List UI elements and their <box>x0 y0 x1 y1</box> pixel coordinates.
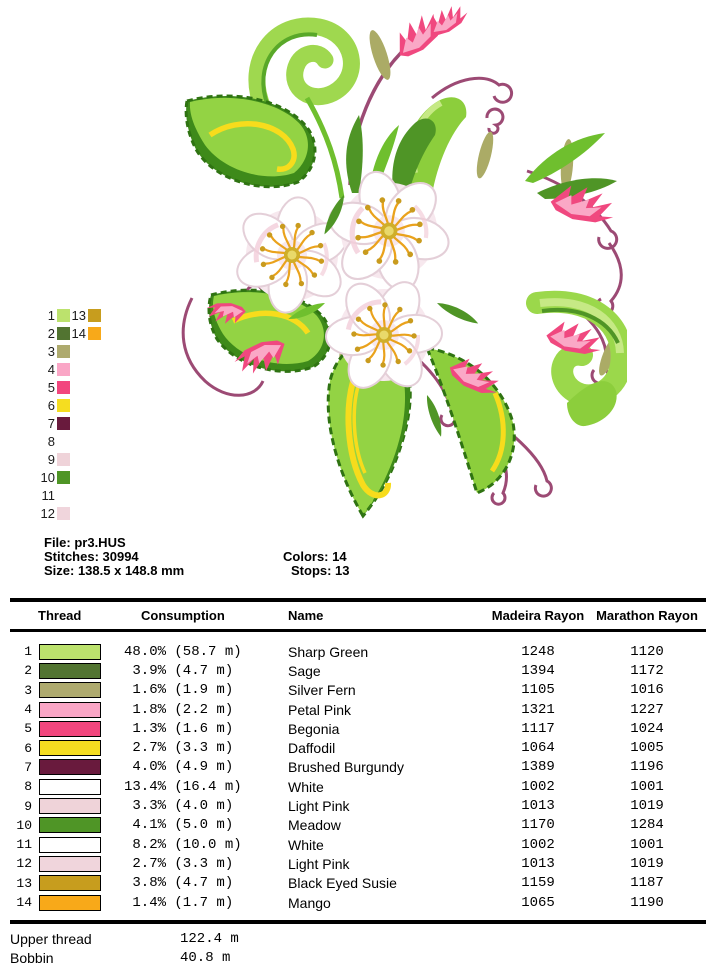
thread-table-row <box>10 777 706 796</box>
madeira-code: 1170 <box>521 817 555 834</box>
thread-swatch-cell <box>32 837 107 853</box>
stitch-count-line: Stitches: 30994 <box>44 549 139 564</box>
thread-color-swatch <box>39 779 101 795</box>
thread-color-swatch <box>39 663 101 679</box>
legend-item <box>35 450 70 468</box>
legend-color-swatch <box>57 489 70 502</box>
thread-consumption: 8.2% (10.0 m) <box>124 836 242 853</box>
thread-swatch-cell <box>32 895 107 911</box>
thread-table-row <box>10 661 706 680</box>
header-madeira-rayon: Madeira Rayon <box>491 608 585 623</box>
thread-color-name: Begonia <box>288 720 340 737</box>
thread-color-name: White <box>288 836 324 853</box>
thread-color-swatch <box>39 740 101 756</box>
legend-thread-number: 3 <box>47 343 55 359</box>
thread-consumption: 4.1% (5.0 m) <box>124 817 234 834</box>
thread-number: 5 <box>24 721 32 737</box>
thread-color-name: Sage <box>288 662 321 679</box>
madeira-code: 1105 <box>521 682 555 699</box>
thread-rows <box>10 642 706 912</box>
marathon-code: 1284 <box>630 817 664 834</box>
thread-consumption: 48.0% (58.7 m) <box>124 643 242 660</box>
thread-number: 11 <box>16 837 32 853</box>
thread-color-swatch <box>39 702 101 718</box>
marathon-code: 1196 <box>630 759 664 776</box>
marathon-code: 1120 <box>630 643 664 660</box>
thread-number: 3 <box>24 682 32 698</box>
upper-thread-line <box>10 929 239 948</box>
madeira-code: 1389 <box>521 759 555 776</box>
thread-color-name: Light Pink <box>288 855 350 872</box>
madeira-code: 1002 <box>521 836 555 853</box>
thread-table-row <box>10 796 706 815</box>
thread-color-name: Silver Fern <box>288 682 356 699</box>
thread-color-name: Sharp Green <box>288 643 369 660</box>
legend-thread-number: 12 <box>40 505 55 521</box>
thread-number: 12 <box>16 856 32 872</box>
legend-item <box>35 396 70 414</box>
thread-number: 9 <box>24 798 32 814</box>
legend-thread-number: 5 <box>47 379 55 395</box>
bobbin-line <box>10 948 239 967</box>
thread-color-swatch <box>39 759 101 775</box>
thread-consumption: 1.4% (1.7 m) <box>124 894 234 911</box>
madeira-code: 1248 <box>521 643 555 660</box>
legend-color-swatch <box>57 399 70 412</box>
palette-legend-col2 <box>66 306 101 342</box>
thread-color-swatch <box>39 817 101 833</box>
thread-color-swatch <box>39 895 101 911</box>
thread-table-row <box>10 719 706 738</box>
marathon-code: 1187 <box>630 875 664 892</box>
thread-swatch-cell <box>32 779 107 795</box>
marathon-code: 1024 <box>630 720 664 737</box>
thread-number: 1 <box>24 644 32 660</box>
legend-color-swatch <box>57 507 70 520</box>
thread-consumption: 1.3% (1.6 m) <box>124 720 234 737</box>
thread-table-row <box>10 681 706 700</box>
marathon-code: 1001 <box>630 836 664 853</box>
legend-thread-number: 4 <box>47 361 55 377</box>
madeira-code: 1394 <box>521 662 555 679</box>
legend-thread-number: 10 <box>40 469 55 485</box>
thread-table-row <box>10 835 706 854</box>
thread-consumption: 1.6% (1.9 m) <box>124 682 234 699</box>
thread-table-row <box>10 758 706 777</box>
table-bottom-rule <box>10 920 706 924</box>
thread-number: 10 <box>16 817 32 833</box>
thread-color-name: Mango <box>288 894 331 911</box>
stops-count: Stops: 13 <box>291 563 350 578</box>
legend-item <box>35 378 70 396</box>
thread-consumption: 3.9% (4.7 m) <box>124 662 234 679</box>
legend-thread-number: 13 <box>71 307 86 323</box>
marathon-code: 1016 <box>630 682 664 699</box>
thread-color-swatch <box>39 644 101 660</box>
upper-thread-value: 122.4 m <box>180 930 239 947</box>
thread-consumption: 1.8% (2.2 m) <box>124 701 234 718</box>
thread-color-swatch <box>39 837 101 853</box>
bobbin-value: 40.8 m <box>180 949 231 966</box>
legend-color-swatch <box>57 435 70 448</box>
thread-swatch-cell <box>32 644 107 660</box>
legend-thread-number: 1 <box>47 307 55 323</box>
madeira-code: 1064 <box>521 740 555 757</box>
legend-thread-number: 9 <box>47 451 55 467</box>
legend-thread-number: 14 <box>71 325 86 341</box>
marathon-code: 1001 <box>630 778 664 795</box>
thread-color-swatch <box>39 856 101 872</box>
marathon-code: 1190 <box>630 894 664 911</box>
thread-color-name: Brushed Burgundy <box>288 759 404 776</box>
legend-thread-number: 11 <box>41 487 55 503</box>
legend-color-swatch <box>57 453 70 466</box>
thread-color-name: Black Eyed Susie <box>288 875 397 892</box>
legend-color-swatch <box>57 471 70 484</box>
upper-thread-label: Upper thread <box>10 930 92 947</box>
thread-table-header <box>10 602 706 629</box>
thread-consumption: 2.7% (3.3 m) <box>124 740 234 757</box>
legend-item <box>35 414 70 432</box>
thread-swatch-cell <box>32 875 107 891</box>
thread-swatch-cell <box>32 721 107 737</box>
thread-number: 4 <box>24 702 32 718</box>
thread-color-swatch <box>39 875 101 891</box>
legend-color-swatch <box>57 363 70 376</box>
legend-color-swatch <box>88 309 101 322</box>
header-name: Name <box>288 608 324 623</box>
file-info <box>44 536 464 578</box>
madeira-code: 1013 <box>521 855 555 872</box>
thread-swatch-cell <box>32 798 107 814</box>
thread-swatch-cell <box>32 682 107 698</box>
madeira-code: 1013 <box>521 798 555 815</box>
thread-number: 6 <box>24 740 32 756</box>
thread-table-row <box>10 738 706 757</box>
design-size-line: Size: 138.5 x 148.8 mm <box>44 563 185 578</box>
legend-item <box>66 306 101 324</box>
thread-table-row <box>10 874 706 893</box>
thread-consumption: 3.8% (4.7 m) <box>124 875 234 892</box>
legend-color-swatch <box>88 327 101 340</box>
thread-number: 14 <box>16 895 32 910</box>
palette-legend-col1 <box>35 306 70 522</box>
thread-table-row <box>10 816 706 835</box>
colors-count: Colors: 14 <box>283 549 347 564</box>
thread-number: 8 <box>24 779 32 795</box>
thread-swatch-cell <box>32 759 107 775</box>
totals-section <box>10 929 239 967</box>
legend-item <box>35 486 70 504</box>
thread-number: 13 <box>16 875 32 891</box>
thread-table-row <box>10 700 706 719</box>
legend-item <box>35 306 70 324</box>
madeira-code: 1159 <box>521 875 555 892</box>
marathon-code: 1019 <box>630 855 664 872</box>
thread-number: 7 <box>24 759 32 775</box>
embroidery-design-image <box>97 3 627 531</box>
madeira-code: 1002 <box>521 778 555 795</box>
table-header-rule <box>10 629 706 632</box>
madeira-code: 1321 <box>521 701 555 718</box>
thread-color-swatch <box>39 798 101 814</box>
thread-table-row <box>10 893 706 912</box>
thread-table-row <box>10 642 706 661</box>
file-name-line: File: pr3.HUS <box>44 535 126 550</box>
legend-color-swatch <box>57 345 70 358</box>
header-marathon-rayon: Marathon Rayon <box>596 608 698 623</box>
thread-color-name: Daffodil <box>288 740 336 757</box>
thread-color-name: Petal Pink <box>288 701 352 718</box>
legend-item <box>35 432 70 450</box>
marathon-code: 1227 <box>630 701 664 718</box>
legend-thread-number: 6 <box>47 397 55 413</box>
legend-item <box>35 504 70 522</box>
thread-consumption: 13.4% (16.4 m) <box>124 778 242 795</box>
thread-color-name: Meadow <box>288 817 341 834</box>
madeira-code: 1065 <box>521 894 555 911</box>
legend-item <box>66 324 101 342</box>
legend-thread-number: 8 <box>47 433 55 449</box>
thread-color-swatch <box>39 721 101 737</box>
legend-item <box>35 468 70 486</box>
thread-color-name: Light Pink <box>288 798 350 815</box>
legend-color-swatch <box>57 381 70 394</box>
thread-swatch-cell <box>32 702 107 718</box>
thread-swatch-cell <box>32 856 107 872</box>
marathon-code: 1019 <box>630 798 664 815</box>
header-consumption: Consumption <box>141 608 225 623</box>
thread-consumption: 3.3% (4.0 m) <box>124 798 234 815</box>
legend-thread-number: 7 <box>47 415 55 431</box>
thread-consumption: 2.7% (3.3 m) <box>124 855 234 872</box>
thread-table <box>10 598 706 924</box>
legend-item <box>35 360 70 378</box>
thread-swatch-cell <box>32 663 107 679</box>
legend-item <box>35 342 70 360</box>
thread-color-swatch <box>39 682 101 698</box>
thread-number: 2 <box>24 663 32 679</box>
header-thread: Thread <box>38 608 82 623</box>
legend-item <box>35 324 70 342</box>
marathon-code: 1172 <box>630 662 664 679</box>
legend-color-swatch <box>57 417 70 430</box>
legend-thread-number: 2 <box>47 325 55 341</box>
marathon-code: 1005 <box>630 740 664 757</box>
thread-swatch-cell <box>32 740 107 756</box>
thread-swatch-cell <box>32 817 107 833</box>
thread-table-row <box>10 854 706 873</box>
thread-consumption: 4.0% (4.9 m) <box>124 759 234 776</box>
thread-color-name: White <box>288 778 324 795</box>
bobbin-label: Bobbin <box>10 949 54 966</box>
madeira-code: 1117 <box>521 720 555 737</box>
